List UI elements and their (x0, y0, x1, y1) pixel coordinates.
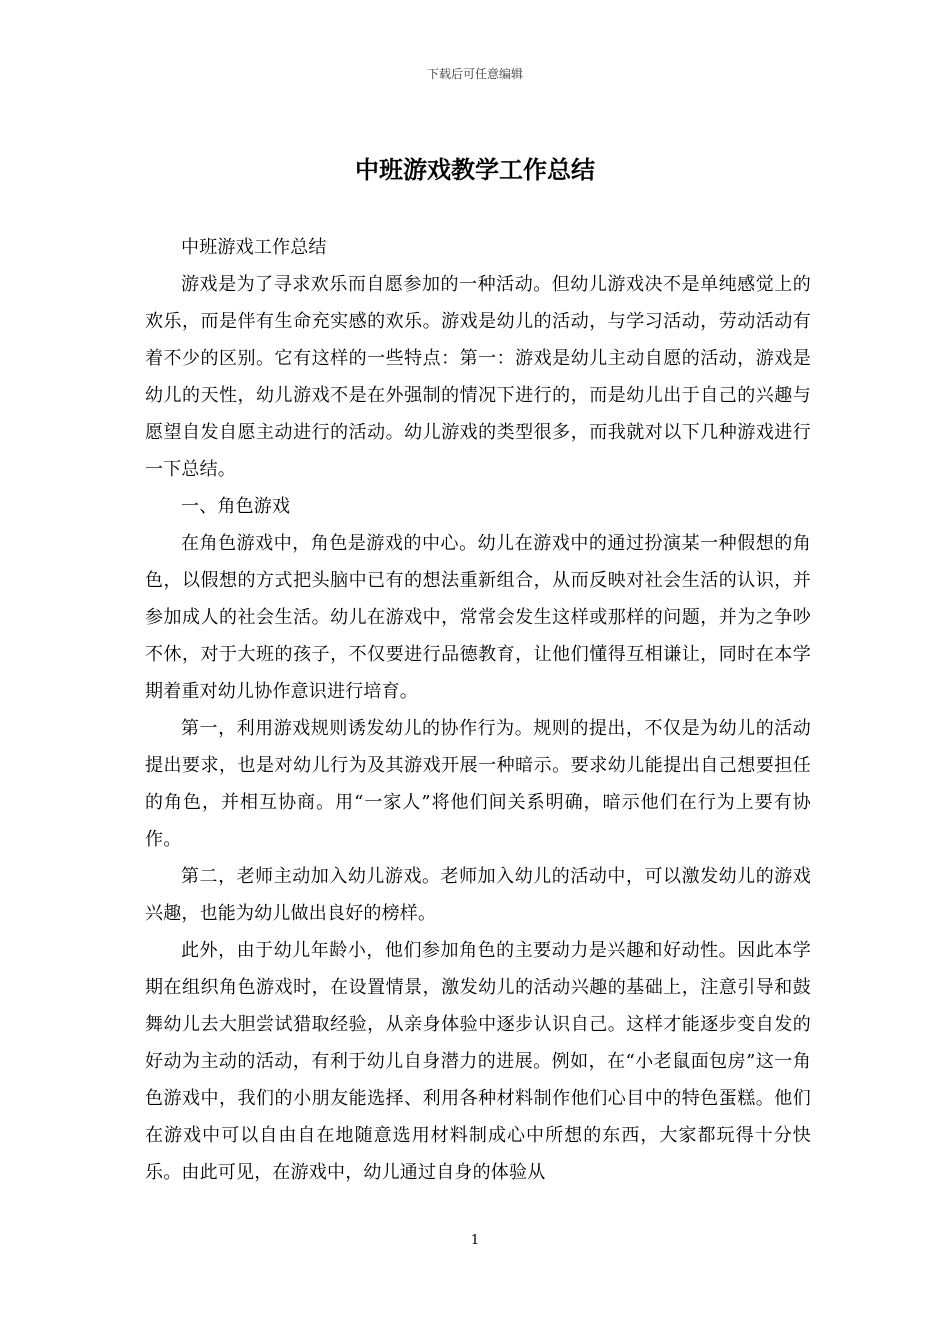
body-paragraph: 第二，老师主动加入幼儿游戏。老师加入幼儿的活动中，可以激发幼儿的游戏兴趣，也能为幼儿做出良好的榜样。 (145, 866, 811, 924)
body-paragraph: 在角色游戏中，角色是游戏的中心。幼儿在游戏中的通过扮演某一种假想的角色，以假想的方式把头脑中已有的想法重新组合，从而反映对社会生活的认识，并参加成人的社会生活。幼儿在游戏中，常常会发生这样或那样的问题，并为之争吵不休，对于大班的孩子，不仅要进行品德教育，让他们懂得互相谦让，同时在本学期着重对幼儿协作意识进行培育。 (145, 533, 811, 702)
document-body (145, 229, 811, 1191)
page-number: 1 (470, 1233, 480, 1248)
body-paragraph: 第一，利用游戏规则诱发幼儿的协作行为。规则的提出，不仅是为幼儿的活动提出要求，也是对幼儿行为及其游戏开展一种暗示。要求幼儿能提出自己想要担任的角色，并相互协商。用“一家人”将他们间关系明确，暗示他们在行为上要有协作。 (145, 718, 811, 850)
document-title: 中班游戏教学工作总结 (355, 155, 595, 184)
subtitle-paragraph: 中班游戏工作总结 (181, 237, 327, 258)
page-header: 下载后可任意编辑 (426, 67, 523, 81)
section-heading: 一、角色游戏 (181, 496, 291, 517)
body-paragraph: 游戏是为了寻求欢乐而自愿参加的一种活动。但幼儿游戏决不是单纯感觉上的欢乐，而是伴有生命充实感的欢乐。游戏是幼儿的活动，与学习活动，劳动活动有着不少的区别。它有这样的一些特点：第一：游戏是幼儿主动自愿的活动，游戏是幼儿的天性，幼儿游戏不是在外强制的情况下进行的，而是幼儿出于自己的兴趣与愿望自发自愿主动进行的活动。幼儿游戏的类型很多，而我就对以下几种游戏进行一下总结。 (145, 274, 811, 480)
body-paragraph: 此外，由于幼儿年龄小，他们参加角色的主要动力是兴趣和好动性。因此本学期在组织角色游戏时，在设置情景，激发幼儿的活动兴趣的基础上，注意引导和鼓舞幼儿去大胆尝试猎取经验，从亲身体验中逐步认识自己。这样才能逐步变自发的好动为主动的活动，有利于幼儿自身潜力的进展。例如，在“小老鼠面包房”这一角色游戏中，我们的小朋友能选择、利用各种材料制作他们心目中的特色蛋糕。他们在游戏中可以自由自在地随意选用材料制成心中所想的东西，大家都玩得十分快乐。由此可见，在游戏中，幼儿通过自身的体验从 (145, 940, 811, 1183)
